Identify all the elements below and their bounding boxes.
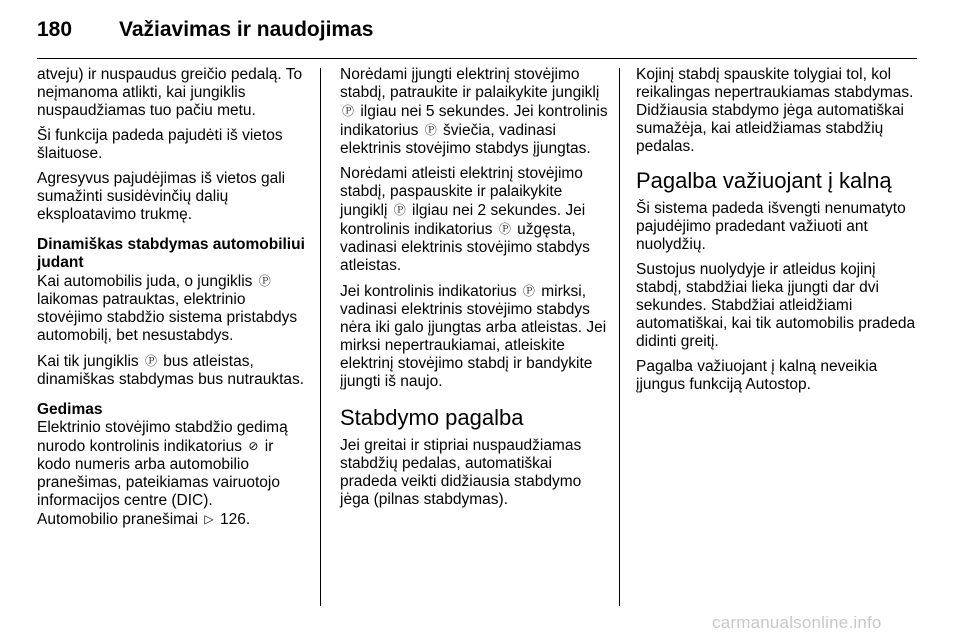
text: Kai automobilis juda, o jungiklis [37, 273, 253, 290]
paragraph [37, 419, 307, 510]
text: Elektrinio stovėjimo stabdžio gedimą nurodo kontrolinis indikatorius [37, 419, 288, 455]
cross-reference[interactable] [37, 510, 307, 529]
text: Norėdami įjungti elektrinį stovėjimo stabdį, patraukite ir palaikykite jungiklį [340, 66, 600, 101]
text: šviečia, vadinasi elektrinis stovėjimo stabdys įjungtas. [340, 122, 591, 157]
parking-brake-icon: Ⓟ [522, 284, 535, 298]
text: Norėdami atleisti elektrinį stovėjimo stabdį, paspauskite ir palaikykite jungiklį [340, 165, 583, 219]
text: mirksi, vadinasi elektrinis stovėjimo stabdys nėra iki galo įjungtas arba atleistas. Jei mirksi nepertraukiamai, atleiskite elektrinį stovėjimo stabdį ir bandykite įjungti iš naujo. [340, 283, 607, 390]
column-1 [37, 66, 307, 536]
reference-triangle-icon: ▷ [204, 512, 214, 526]
paragraph: Jei greitai ir stipriai nuspaudžiamas stabdžių pedalas, automatiškai pradeda veikti didžiausia stabdymo jėga (pilnas stabdymas). [340, 437, 582, 508]
paragraph [340, 282, 608, 391]
parking-brake-icon: Ⓟ [258, 274, 271, 288]
text: ilgiau nei 5 sekundes. Jei kontrolinis indikatorius [340, 103, 608, 139]
text: Automobilio pranešimai [37, 511, 199, 528]
page-number: 180 [37, 18, 73, 41]
paragraph: Pagalba važiuojant į kalną neveikia įjungus funkciją Autostop. [636, 358, 878, 393]
paragraph: Sustojus nuolydyje ir atleidus kojinį stabdį, stabdžiai lieka įjungti dar dvi sekundes. Stabdžiai atleidžiami automatiškai, kai tik automobilis pradeda didinti greitį. [636, 261, 916, 350]
column-3 [636, 66, 922, 401]
text: Kai tik jungiklis [37, 353, 139, 370]
paragraph [37, 352, 307, 389]
subheading-fault: Gedimas [37, 401, 103, 418]
paragraph [340, 165, 608, 275]
text: Jei kontrolinis indikatorius [340, 283, 517, 300]
paragraph: atveju) ir nuspaudus greičio pedalą. To neįmanoma atlikti, kai jungiklis nuspaudžiamas tuo pačiu metu. [37, 66, 303, 119]
text: ilgiau nei 2 sekundes. Jei kontrolinis indikatorius [340, 202, 586, 238]
column-divider-1 [320, 68, 321, 606]
watermark: carmanualsonline.info [712, 613, 882, 632]
section-title: Važiavimas ir naudojimas [119, 18, 374, 41]
subheading-dynamic-braking: Dinamiškas stabdymas automobiliui judant [37, 236, 305, 271]
page-reference: 126. [219, 511, 251, 528]
text: bus atleistas, dinamiškas stabdymas bus nutrauktas. [37, 353, 305, 388]
text: ir kodo numeris arba automobilio pranešimas, pateikiamas vairuotojo informacijos centre (DIC). [37, 438, 280, 509]
paragraph: Agresyvus pajudėjimas iš vietos gali sumažinti susidėvinčių dalių eksploatavimo trukmę. [37, 170, 286, 223]
paragraph: Ši funkcija padeda pajudėti iš vietos šlaituose. [37, 127, 283, 162]
text: laikomas patrauktas, elektrinio stovėjimo stabdžio sistema pristabdys automobilį, bet nesustabdys. [37, 291, 298, 344]
brake-fault-icon: ⊘ [248, 439, 259, 453]
paragraph [37, 272, 307, 345]
paragraph: Kojinį stabdį spauskite tolygiai tol, kol reikalingas nepertraukiamas stabdymas. Didžiausia stabdymo jėga automatiškai sumažėja, kai atleidžiamas stabdžių pedalas. [636, 66, 914, 155]
parking-brake-icon: Ⓟ [424, 123, 437, 137]
paragraph: Ši sistema padeda išvengti nenumatyto pajudėjimo pradedant važiuoti ant nuolydžių. [636, 200, 906, 253]
parking-brake-icon: Ⓟ [498, 222, 511, 236]
heading-hill-start-assist: Pagalba važiuojant į kalną [636, 168, 892, 193]
column-2 [340, 66, 608, 516]
paragraph [340, 66, 608, 158]
parking-brake-icon: Ⓟ [393, 203, 406, 217]
column-divider-2 [619, 68, 620, 606]
page-header [37, 0, 917, 60]
text: užgęsta, vadinasi elektrinis stovėjimo stabdys atleistas. [340, 221, 590, 274]
header-divider [37, 58, 917, 59]
heading-brake-assist: Stabdymo pagalba [340, 405, 524, 430]
parking-brake-icon: Ⓟ [144, 354, 157, 368]
parking-brake-icon: Ⓟ [342, 104, 355, 118]
